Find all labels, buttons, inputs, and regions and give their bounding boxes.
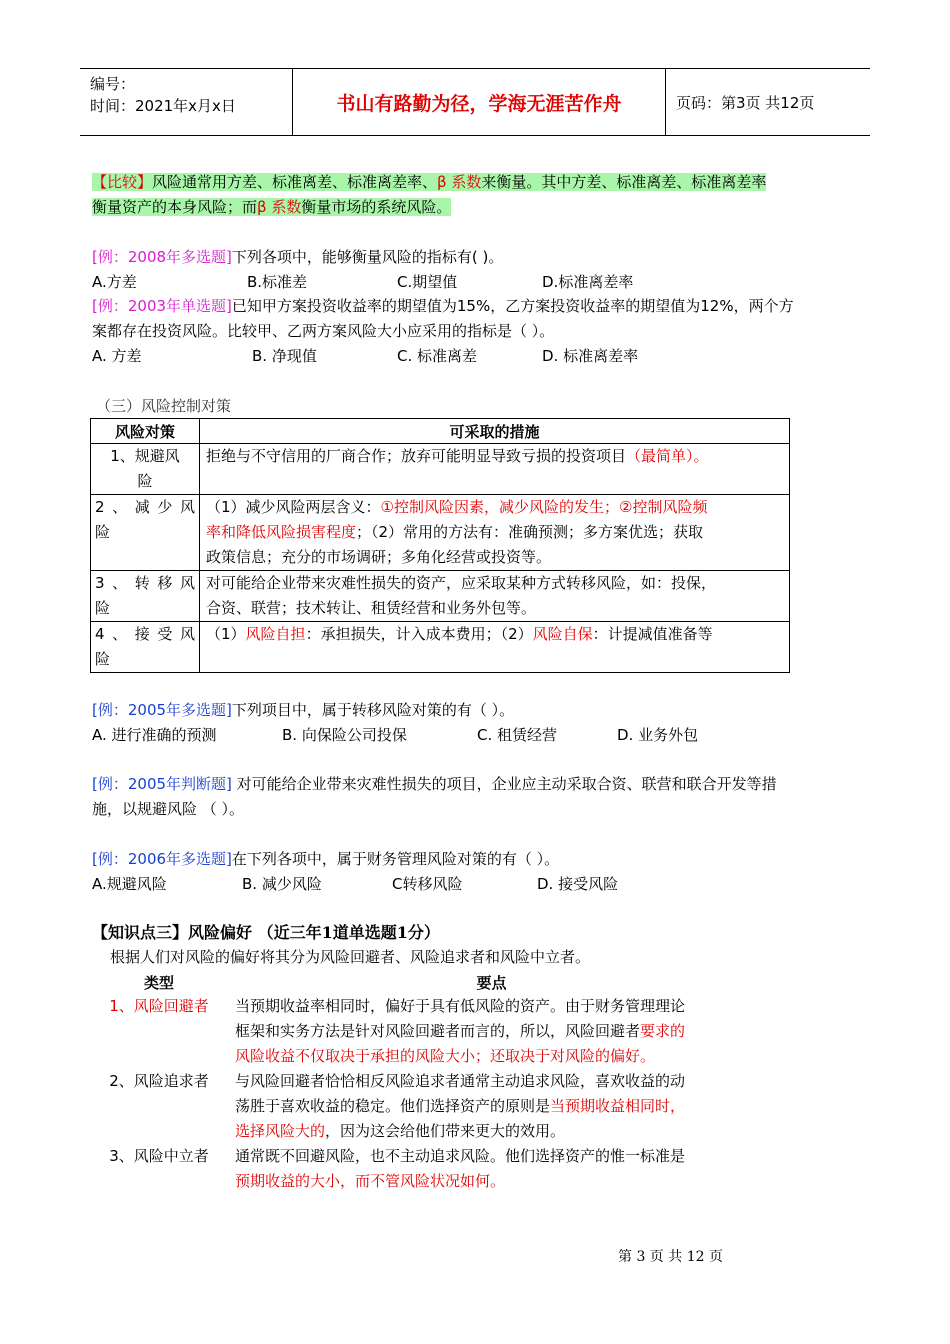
strategy-measures xyxy=(200,571,790,622)
table-header-row xyxy=(91,419,790,444)
measures-text: 拒绝与不守信用的厂商合作；放弃可能明显导致亏损的投资项目 xyxy=(206,447,627,465)
compare-line-2 xyxy=(92,198,451,216)
option-b: B. 减少风险 xyxy=(242,875,322,893)
option-a: A.规避风险 xyxy=(92,875,167,893)
points-highlight-3: 风险收益不仅取决于承担的风险大小；还取决于对风险的偏好。 xyxy=(235,1047,656,1065)
measures-text-3: 政策信息；充分的市场调研；多角化经营或投资等。 xyxy=(206,548,552,566)
strategy-label xyxy=(91,444,200,495)
header-meta xyxy=(80,69,293,136)
column-header-points: 要点 xyxy=(476,973,507,992)
table-header-row xyxy=(95,970,760,994)
strategy-label xyxy=(91,571,200,622)
example-2-tag: [例：2003年单选题] xyxy=(92,297,232,315)
example-2-text-2: 案都存在投资风险。比较甲、乙两方案风险大小应采用的指标是（ ）。 xyxy=(92,322,555,340)
measures-text-1: （1）减少风险两层含义： xyxy=(206,498,381,516)
knowledge-intro: 根据人们对风险的偏好将其分为风险回避者、风险追求者和风险中立者。 xyxy=(110,948,591,966)
strategy-measures xyxy=(200,622,790,673)
strategy-label-line1: 1、规避风 xyxy=(110,447,180,465)
points-line-2: 荡胜于喜欢收益的稳定。他们选择资产的原则是 xyxy=(235,1097,551,1115)
measures-text-1: 对可能给企业带来灾难性损失的资产，应采取某种方式转移风险，如：投保， xyxy=(206,574,717,592)
example-2-text-1: 已知甲方案投资收益率的期望值为15%，乙方案投资收益率的期望值为12%，两个方 xyxy=(231,297,794,315)
page-info: 页码：第3页 共12页 xyxy=(666,69,871,136)
strategy-label-line1: 3、转移风 xyxy=(95,574,195,592)
option-c: C.期望值 xyxy=(397,273,458,291)
preference-points xyxy=(223,1144,760,1194)
strategy-label xyxy=(91,495,200,571)
beta-coefficient-1: β 系数 xyxy=(437,173,482,191)
example-3-question xyxy=(92,698,514,723)
example-5-tag: [例：2006年多选题] xyxy=(92,850,232,868)
compare-tag: 【比较】 xyxy=(92,173,153,191)
number-label: 编号： xyxy=(90,75,136,93)
compare-text-1a: 风险通常用方差、标准离差、标准离差率、 xyxy=(152,173,438,191)
preference-points xyxy=(223,994,760,1069)
table-row xyxy=(91,495,790,571)
risk-control-table xyxy=(90,418,790,673)
points-highlight-2: 预期收益的大小，而不管风险状况如何。 xyxy=(235,1172,506,1190)
example-4-text-1: 对可能给企业带来灾难性损失的项目，企业应主动采取合资、联营和联合开发等措 xyxy=(231,775,777,793)
example-5-question xyxy=(92,847,559,872)
motto: 书山有路勤为径，学海无涯苦作舟 xyxy=(293,69,666,136)
table-row xyxy=(95,994,760,1069)
preference-points xyxy=(223,1069,760,1144)
example-4-text-2: 施，以规避风险 （ ）。 xyxy=(92,800,245,818)
strategy-measures xyxy=(200,444,790,495)
example-4-question xyxy=(92,772,777,822)
preference-type: 2、风险追求者 xyxy=(109,1072,209,1090)
example-3-text: 下列项目中，属于转移风险对策的有（ ）。 xyxy=(231,701,515,719)
option-b: B. 净现值 xyxy=(252,347,317,365)
measures-text-2: ：承担损失，计入成本费用；（2） xyxy=(305,625,533,643)
measures-highlight: （最简单）。 xyxy=(626,447,709,465)
measures-highlight-2: 风险自保 xyxy=(532,625,593,643)
example-1-tag: [例：2008年多选题] xyxy=(92,248,232,266)
measures-highlight-1: 风险自担 xyxy=(245,625,306,643)
option-a: A. 方差 xyxy=(92,347,142,365)
points-line-1: 通常既不回避风险，也不主动追求风险。他们选择资产的惟一标准是 xyxy=(235,1147,686,1165)
column-header-measures: 可采取的措施 xyxy=(200,419,790,444)
points-highlight-2: 要求的 xyxy=(640,1022,686,1040)
option-d: D. 接受风险 xyxy=(537,875,619,893)
points-highlight-2: 当预期收益相同时， xyxy=(550,1097,686,1115)
header-table xyxy=(80,68,870,136)
table-row xyxy=(95,1144,760,1194)
strategy-label-line2: 险 xyxy=(95,599,111,617)
example-1-question xyxy=(92,245,503,270)
example-2-question xyxy=(92,294,794,344)
points-line-1: 当预期收益率相同时，偏好于具有低风险的资产。由于财务管理理论 xyxy=(235,997,686,1015)
measures-highlight-2: 率和降低风险损害程度 xyxy=(206,523,357,541)
compare-block xyxy=(92,170,766,220)
table-row xyxy=(95,1069,760,1144)
table-row xyxy=(91,622,790,673)
option-a: A. 进行准确的预测 xyxy=(92,726,217,744)
strategy-label-line1: 2、减少风 xyxy=(95,498,195,516)
compare-text-1b: 来衡量。其中方差、标准离差、标准离差率 xyxy=(481,173,767,191)
example-1-text: 下列各项中，能够衡量风险的指标有( )。 xyxy=(231,248,504,266)
option-d: D. 标准离差率 xyxy=(542,347,639,365)
option-b: B.标准差 xyxy=(247,273,308,291)
column-header-strategy: 风险对策 xyxy=(91,419,200,444)
option-d: D.标准离差率 xyxy=(542,273,634,291)
points-line-2: 框架和实务方法是针对风险回避者而言的，所以，风险回避者 xyxy=(235,1022,641,1040)
beta-coefficient-2: β 系数 xyxy=(257,198,302,216)
preference-type: 3、风险中立者 xyxy=(109,1147,209,1165)
points-highlight-3: 选择风险大的 xyxy=(235,1122,326,1140)
option-c: C. 标准离差 xyxy=(397,347,478,365)
compare-text-2a: 衡量资产的本身风险；而 xyxy=(92,198,258,216)
preference-type: 1、风险回避者 xyxy=(109,997,209,1015)
compare-text-2b: 衡量市场的系统风险。 xyxy=(301,198,452,216)
measures-text-2: 合资、联营；技术转让、租赁经营和业务外包等。 xyxy=(206,599,537,617)
option-a: A.方差 xyxy=(92,273,137,291)
column-header-type: 类型 xyxy=(143,973,174,992)
footer-page-number: 第 3 页 共 12 页 xyxy=(618,1249,723,1265)
points-line-1: 与风险回避者恰恰相反风险追求者通常主动追求风险，喜欢收益的动 xyxy=(235,1072,686,1090)
example-5-text: 在下列各项中，属于财务管理风险对策的有（ ）。 xyxy=(231,850,560,868)
control-title: （三）风险控制对策 xyxy=(96,397,232,415)
compare-line-1 xyxy=(92,173,766,191)
table-row xyxy=(91,571,790,622)
measures-highlight-1: ①控制风险因素，减少风险的发生；②控制风险频 xyxy=(380,498,708,516)
date-label: 时间：2021年x月x日 xyxy=(90,97,236,115)
strategy-label xyxy=(91,622,200,673)
strategy-label-line2: 险 xyxy=(137,472,153,490)
strategy-label-line2: 险 xyxy=(95,523,111,541)
risk-preference-table xyxy=(95,970,760,1194)
example-3-tag: [例：2005年多选题] xyxy=(92,701,232,719)
measures-text-2: ；（2）常用的方法有：准确预测；多方案优选；获取 xyxy=(356,523,704,541)
strategy-label-line1: 4、接受风 xyxy=(95,625,195,643)
points-line-3: ，因为这会给他们带来更大的效用。 xyxy=(325,1122,566,1140)
strategy-label-line2: 险 xyxy=(95,650,111,668)
option-c: C转移风险 xyxy=(392,875,463,893)
option-c: C. 租赁经营 xyxy=(477,726,558,744)
option-d: D. 业务外包 xyxy=(617,726,699,744)
strategy-measures xyxy=(200,495,790,571)
measures-text-3: ：计提减值准备等 xyxy=(592,625,713,643)
measures-text-1: （1） xyxy=(206,625,246,643)
table-row xyxy=(91,444,790,495)
option-b: B. 向保险公司投保 xyxy=(282,726,407,744)
example-4-tag: [例：2005年判断题] xyxy=(92,775,232,793)
knowledge-heading: 【知识点三】风险偏好 （近三年1道单选题1分） xyxy=(92,923,440,942)
